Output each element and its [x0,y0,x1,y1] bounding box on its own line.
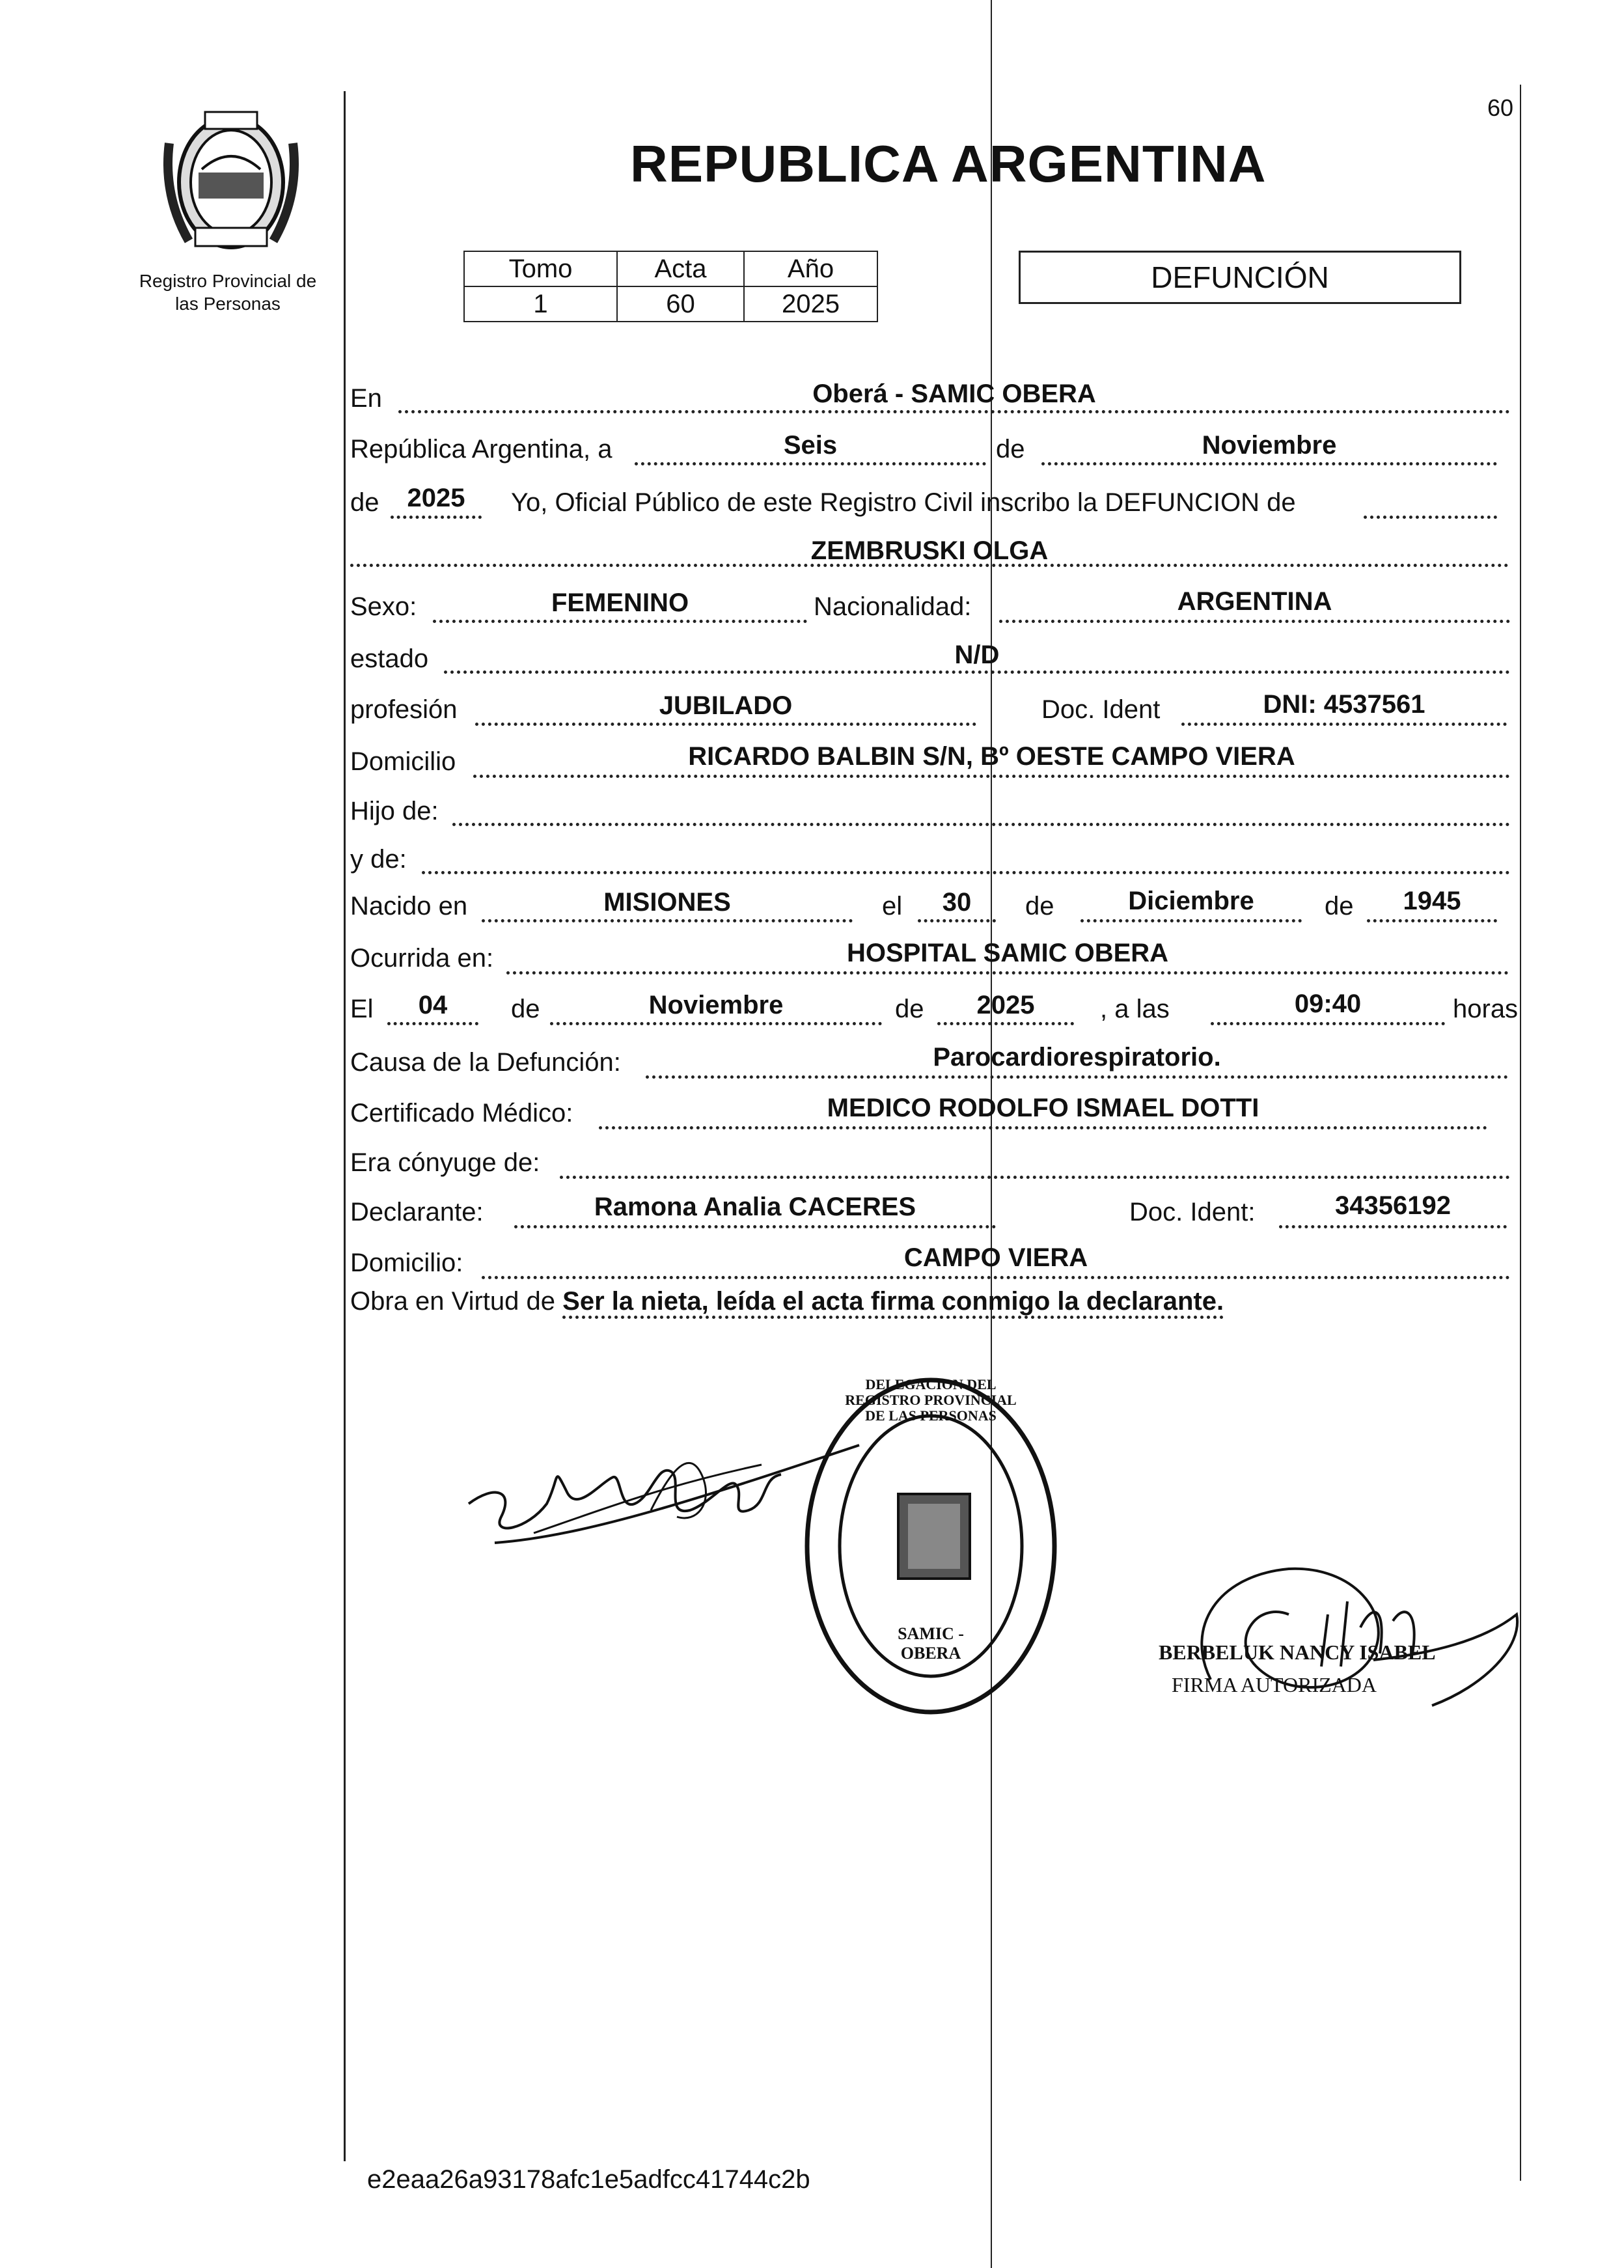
death-time-line [1211,1022,1445,1025]
province-seal-logo [156,104,306,260]
certificado-value: MEDICO RODOLFO ISMAEL DOTTI [827,1094,1259,1122]
causa-label: Causa de la Defunción: [350,1048,621,1077]
de-label-death-month: de [511,995,540,1023]
de-label-month: de [996,435,1025,463]
left-border-line [344,91,346,2161]
estado-label: estado [350,644,429,673]
record-table-acta-value: 60 [617,286,744,322]
registry-name-line2: las Personas [175,294,281,314]
month-line [1041,462,1497,465]
official-signature [1159,1536,1523,1732]
fold-line [991,0,992,2268]
nacionalidad-line [999,620,1510,623]
hijo-de-line [452,823,1510,826]
y-de-label: y de: [350,845,407,874]
obra-row [350,1287,1224,1316]
document-hash: e2eaa26a93178afc1e5adfcc41744c2b [367,2165,810,2194]
day-words-value: Seis [783,431,838,460]
record-table-header-tomo: Tomo [464,251,617,286]
stamp-inner-text: SAMIC - OBERA [898,1624,964,1663]
causa-value: Parocardiorespiratorio. [933,1043,1221,1072]
de-label-death-year: de [895,995,924,1023]
declarante-doc-line [1279,1225,1507,1228]
de-label-year: de [350,488,379,517]
domicilio-value: RICARDO BALBIN S/N, Bº OESTE CAMPO VIERA [688,742,1295,771]
certificado-label: Certificado Médico: [350,1099,573,1127]
ocurrida-line [506,971,1509,975]
day-words-line [635,462,986,465]
doc-ident-line [1181,723,1507,726]
profesion-line [475,723,976,726]
nacido-en-label: Nacido en [350,892,468,920]
page-title: REPUBLICA ARGENTINA [630,135,1267,193]
deceased-name-value: ZEMBRUSKI OLGA [810,536,1049,565]
nacido-en-line [482,919,853,922]
conyuge-label: Era cónyuge de: [350,1148,540,1177]
el-cap-label: El [350,995,374,1023]
nacionalidad-value: ARGENTINA [1177,587,1332,616]
birth-day-value: 30 [942,888,972,917]
domicilio-line [473,775,1510,778]
birth-month-line [1080,919,1302,922]
birth-month-value: Diciembre [1128,887,1254,915]
death-time-value: 09:40 [1294,989,1362,1018]
nacionalidad-label: Nacionalidad: [814,592,972,621]
de-label-birth-month: de [1025,892,1054,920]
record-table [463,251,878,322]
page-number: 60 [1487,94,1514,121]
birth-day-line [918,919,996,922]
death-month-line [550,1022,882,1025]
registry-name [124,270,332,315]
inscribo-trailing-line [1364,516,1497,519]
right-border-line [1520,85,1521,2181]
a-las-label: , a las [1100,995,1170,1023]
el-label: el [882,892,903,920]
doc-ident-value: DNI: 4537561 [1263,690,1425,719]
declarante-value: Ramona Analia CACERES [594,1193,916,1221]
registry-name-line1: Registro Provincial de [139,271,317,291]
obra-label: Obra en Virtud de [350,1287,556,1316]
domicilio-label: Domicilio [350,747,456,776]
stamp-ring-text: DELEGACION DEL REGISTRO PROVINCIAL DE LAS PERSONAS [845,1376,1017,1424]
domicilio2-line [482,1276,1510,1279]
declarante-doc-value: 34356192 [1335,1191,1451,1220]
declarante-line [514,1225,996,1228]
year-value: 2025 [407,484,465,512]
doc-ident-label: Doc. Ident [1041,695,1161,724]
declarante-doc-label: Doc. Ident: [1129,1198,1256,1226]
sexo-label: Sexo: [350,592,417,621]
profesion-label: profesión [350,695,458,724]
death-day-line [387,1022,478,1025]
month-value: Noviembre [1202,431,1337,460]
death-year-line [937,1022,1074,1025]
ocurrida-label: Ocurrida en: [350,944,494,973]
death-day-value: 04 [418,991,448,1019]
inscribo-text: Yo, Oficial Público de este Registro Civil inscribo la DEFUNCION de [511,488,1296,517]
causa-line [646,1075,1508,1079]
place-line [398,410,1510,413]
certificado-line [599,1126,1487,1129]
signature-stamp-line1: BERBELUK NANCY ISABEL [1159,1640,1436,1664]
sexo-value: FEMENINO [551,588,689,617]
horas-label: horas [1453,995,1519,1023]
declarante-label: Declarante: [350,1198,484,1226]
domicilio2-label: Domicilio: [350,1249,463,1277]
ocurrida-value: HOSPITAL SAMIC OBERA [846,939,1169,967]
obra-value: Ser la nieta, leída el acta firma conmigo la declarante. [562,1287,1224,1319]
sexo-line [433,620,807,623]
estado-value: N/D [954,641,1000,669]
year-line [391,516,482,519]
republica-label: República Argentina, a [350,435,612,463]
record-table-ano-value: 2025 [744,286,877,322]
y-de-line [422,871,1510,874]
record-table-header-ano: Año [744,251,877,286]
death-month-value: Noviembre [648,991,784,1019]
signature-stamp-line2: FIRMA AUTORIZADA [1172,1673,1377,1696]
profesion-value: JUBILADO [659,691,793,720]
place-value: Oberá - SAMIC OBERA [812,380,1096,408]
de-label-birth-year: de [1325,892,1354,920]
estado-line [444,671,1510,674]
record-table-tomo-value: 1 [464,286,617,322]
birth-year-value: 1945 [1403,887,1461,915]
record-type-box: DEFUNCIÓN [1019,251,1461,304]
nacido-en-value: MISIONES [603,888,731,917]
official-stamp [794,1364,1067,1728]
en-label: En [350,384,382,413]
birth-year-line [1367,919,1497,922]
record-table-header-acta: Acta [617,251,744,286]
hijo-de-label: Hijo de: [350,797,439,825]
conyuge-line [560,1176,1510,1179]
domicilio2-value: CAMPO VIERA [903,1243,1088,1272]
death-year-value: 2025 [976,991,1035,1019]
